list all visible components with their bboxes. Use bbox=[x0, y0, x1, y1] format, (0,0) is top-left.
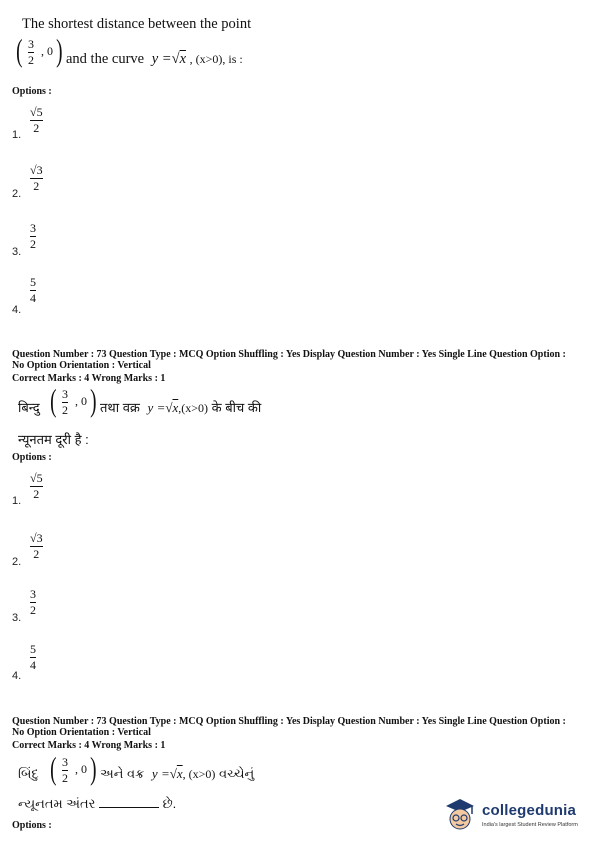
option-1-fraction[interactable]: √5 2 bbox=[30, 105, 43, 135]
hindi-question-line2: न्यूनतम दूरी है : bbox=[18, 432, 89, 447]
gujarati-question-mid: અને વક્ર y =√x, (x>0) વચ્ચેનું bbox=[100, 766, 255, 781]
point-expression: ( 3 2 , 0 ) bbox=[50, 382, 97, 418]
option-number[interactable]: 3. bbox=[12, 246, 22, 258]
left-paren: ( bbox=[16, 32, 23, 68]
gujarati-question-line2: ન્યૂનતમ અંતર છે. bbox=[18, 796, 177, 811]
logo-wordmark: collegedunia bbox=[482, 802, 577, 819]
options-label: Options : bbox=[12, 452, 52, 463]
option-3-fraction[interactable]: 3 2 bbox=[30, 587, 36, 617]
point-fraction bbox=[28, 38, 34, 67]
fraction-numerator: 3 bbox=[28, 37, 34, 51]
option-number[interactable]: 2. bbox=[12, 556, 22, 568]
point-expression: ( 3 2 , 0 ) bbox=[50, 750, 97, 786]
option-1-fraction[interactable]: √5 2 bbox=[30, 471, 43, 501]
options-label: Options : bbox=[12, 820, 52, 831]
question-text-line1: The shortest distance between the point bbox=[22, 16, 252, 32]
option-number[interactable]: 1. bbox=[12, 495, 22, 507]
question-text-line2: and the curve y =√x , (x>0), is : bbox=[66, 51, 243, 67]
option-number[interactable]: 1. bbox=[12, 129, 22, 141]
fill-blank bbox=[99, 807, 159, 808]
option-3-fraction[interactable]: 3 2 bbox=[30, 221, 36, 251]
option-4-fraction[interactable]: 5 4 bbox=[30, 275, 36, 305]
point-y-coordinate: , 0 bbox=[41, 44, 53, 58]
question-meta: Question Number : 73 Question Type : MCQ Option Shuffling : Yes Display Question Number : Yes Single Line Question Option : No Option Orientation : Vertical Correct Marks : 4 Wrong Marks : 1 bbox=[12, 349, 566, 384]
option-number[interactable]: 2. bbox=[12, 188, 22, 200]
gujarati-question-start: બિંદુ bbox=[18, 766, 39, 781]
point-expression bbox=[18, 34, 64, 70]
hindi-question-mid: तथा वक्र y =√x,(x>0) के बीच की bbox=[100, 400, 262, 415]
logo-tagline: India's largest Student Review Platform bbox=[482, 822, 578, 828]
option-number[interactable]: 4. bbox=[12, 304, 22, 316]
option-number[interactable]: 3. bbox=[12, 612, 22, 624]
option-2-fraction[interactable]: √3 2 bbox=[30, 163, 43, 193]
collegedunia-logo bbox=[442, 796, 592, 836]
option-4-fraction[interactable]: 5 4 bbox=[30, 642, 36, 672]
right-paren: ) bbox=[56, 32, 63, 68]
sqrt-symbol: √ bbox=[171, 51, 180, 67]
options-label: Options : bbox=[12, 86, 52, 97]
fraction-denominator: 2 bbox=[28, 53, 34, 67]
option-number[interactable]: 4. bbox=[12, 670, 22, 682]
question-meta: Question Number : 73 Question Type : MCQ Option Shuffling : Yes Display Question Number : Yes Single Line Question Option : No Option Orientation : Vertical Correct Marks : 4 Wrong Marks : 1 bbox=[12, 716, 566, 751]
option-2-fraction[interactable]: √3 2 bbox=[30, 531, 43, 561]
graduate-mascot-icon bbox=[442, 796, 478, 834]
hindi-question-start: बिन्दु bbox=[18, 400, 40, 415]
